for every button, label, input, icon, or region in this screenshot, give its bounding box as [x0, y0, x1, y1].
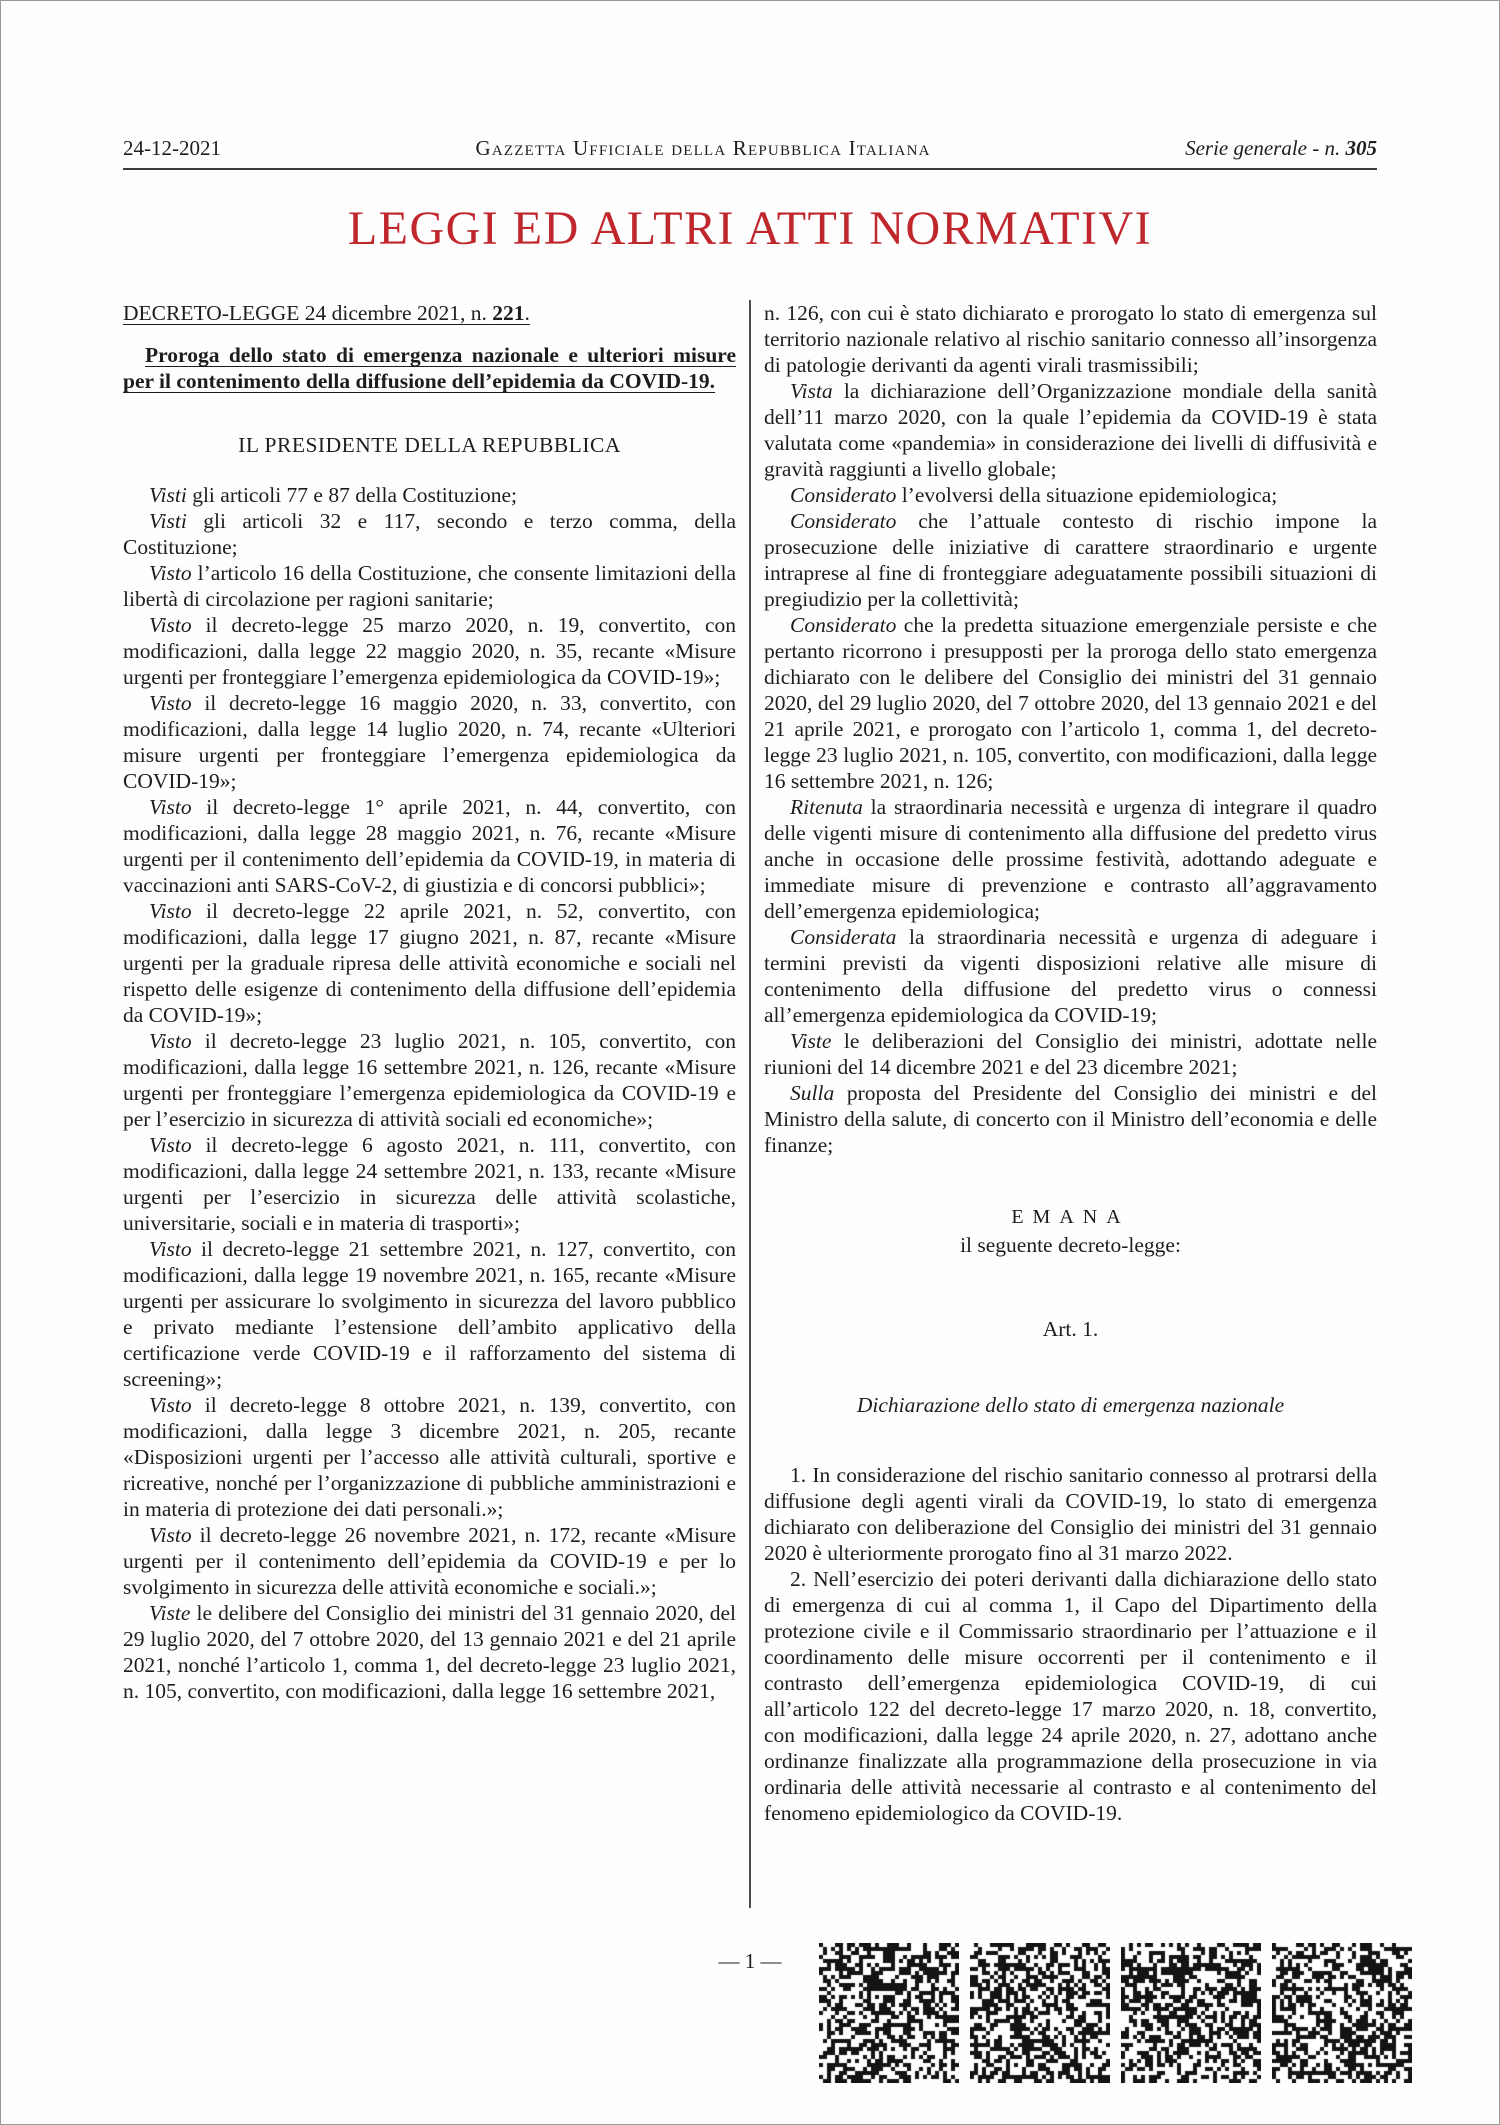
recital-lead: Considerato: [790, 483, 897, 508]
recital-text: il decreto-legge 21 settembre 2021, n. 127, convertito, con modificazioni, dalla legge 19 novembre 2021, n. 165, recante «Misure urgenti per assicurare lo svolgimento in sicurezza del lavoro pubblico e privato mediante l’estensione dell’ambito applicativo della certificazione verde COVID-19 e il rafforzamento del sistema di screening»;: [123, 1237, 736, 1392]
recital-paragraph: [764, 924, 1377, 1028]
recital-lead: Considerato: [790, 509, 897, 534]
recital-paragraph: [764, 508, 1377, 612]
recital-paragraph: [123, 690, 736, 794]
recital-text: gli articoli 32 e 117, secondo e terzo comma, della Costituzione;: [123, 509, 736, 560]
recital-lead: Viste: [790, 1029, 832, 1054]
page-number: — 1 —: [718, 1949, 782, 1973]
recital-paragraph: [764, 794, 1377, 924]
recital-paragraph: [764, 300, 1377, 378]
recital-lead: Visto: [149, 691, 192, 716]
recital-text: l’articolo 16 della Costituzione, che consente limitazioni della libertà di circolazione per ragioni sanitarie;: [123, 561, 736, 612]
recital-text: il decreto-legge 16 maggio 2020, n. 33, convertito, con modificazioni, dalla legge 14 luglio 2020, n. 74, recante «Ulteriori misure urgenti per fronteggiare l’emergenza epidemiologica da COVID-19»;: [123, 691, 736, 794]
recital-paragraph: [123, 1392, 736, 1522]
recital-paragraph: [123, 1522, 736, 1600]
recital-lead: Sulla: [790, 1081, 835, 1106]
recital-lead: Ritenuta: [790, 795, 863, 820]
recital-text: il decreto-legge 1° aprile 2021, n. 44, convertito, con modificazioni, dalla legge 28 maggio 2021, n. 76, recante «Misure urgenti per il contenimento dell’epidemia da COVID-19, in materia di vaccinazioni anti SARS-CoV-2, di giustizia e di concorsi pubblici»;: [123, 795, 736, 898]
recital-lead: Visto: [149, 1237, 192, 1262]
recital-text: che la predetta situazione emergenziale persiste e che pertanto ricorrono i presupposti per la proroga dello stato emergenza dichiarato con le delibere del Consiglio dei ministri del 31 gennaio 2020, del 29 luglio 2020, del 7 ottobre 2020, del 13 gennaio 2021 e del 21 aprile 2021, e prorogato con l’articolo 1, comma 1, del decreto-legge 23 luglio 2021, n. 105, convertito, con modificazioni, dalla legge 16 settembre 2021, n. 126;: [764, 613, 1377, 794]
issue-date: 24-12-2021: [123, 136, 221, 160]
recital-paragraph: [123, 612, 736, 690]
recital-lead: Visti: [149, 509, 187, 534]
recital-text: la straordinaria necessità e urgenza di adeguare i termini previsti da vigenti disposizioni relative alle misure di contenimento della diffusione del predetto virus o connessi all’emergenza epidemiologica da COVID-19;: [764, 925, 1377, 1028]
section-title: LEGGI ED ALTRI ATTI NORMATIVI: [347, 202, 1153, 255]
recital-lead: Vista: [790, 379, 833, 404]
recital-lead: Visto: [149, 1133, 192, 1158]
barcode: [819, 1943, 1412, 2083]
recital-text: il decreto-legge 23 luglio 2021, n. 105, convertito, con modificazioni, dalla legge 16 settembre 2021, n. 126, recante «Misure urgenti per fronteggiare l’emergenza epidemiologica da COVID-19 e per l’esercizio in sicurezza di attività sociali ed economiche»;: [123, 1029, 736, 1132]
recital-paragraph: [764, 612, 1377, 794]
barcode-segment: [1121, 1943, 1261, 2083]
recital-text: la dichiarazione dell’Organizzazione mondiale della sanità dell’11 marzo 2020, con la quale l’epidemia da COVID-19 è stata valutata come «pandemia» in considerazione dei livelli di diffusività e gravità raggiunti a livello globale;: [764, 379, 1377, 482]
column-divider: [749, 300, 751, 1908]
recital-text: gli articoli 77 e 87 della Costituzione;: [186, 483, 518, 508]
recital-paragraph: [123, 1236, 736, 1392]
recital-text: n. 126, con cui è stato dichiarato e prorogato lo stato di emergenza sul territorio nazionale relativo al rischio sanitario connesso all’insorgenza di patologie derivanti da agenti virali trasmissibili;: [764, 301, 1377, 378]
decree-heading-text: DECRETO-LEGGE 24 dicembre 2021, n.: [123, 301, 493, 326]
recital-text: il decreto-legge 26 novembre 2021, n. 172, recante «Misure urgenti per il contenimento dell’epidemia da COVID-19 e per lo svolgimento in sicurezza delle attività economiche e sociali.»;: [123, 1523, 736, 1600]
recital-paragraph: [123, 560, 736, 612]
recital-lead: Visto: [149, 1393, 192, 1418]
enacting-word: EMANA: [1011, 1206, 1130, 1229]
recital-lead: Visto: [149, 1523, 192, 1548]
recital-paragraph: [764, 1028, 1377, 1080]
recital-lead: Visto: [149, 561, 192, 586]
recital-text: la straordinaria necessità e urgenza di integrare il quadro delle vigenti misure di contenimento alla diffusione del predetto virus anche in occasione delle prossime festività, adottando adeguate e immediate misure di prevenzione e contrasto all’aggravamento dell’emergenza epidemiologica;: [764, 795, 1377, 924]
recital-lead: Viste: [149, 1601, 191, 1626]
text-columns: [123, 300, 1377, 1908]
recital-paragraph: [123, 1028, 736, 1132]
article-paragraph: 1. In considerazione del rischio sanitario connesso al protrarsi della diffusione degli agenti virali da COVID-19, lo stato di emergenza dichiarato con deliberazione del Consiglio dei ministri del 31 gennaio 2020 è ulteriormente prorogato fino al 31 marzo 2022.: [764, 1463, 1377, 1566]
recital-paragraph: [123, 1132, 736, 1236]
series-label: [1185, 135, 1377, 161]
recital-lead: Visto: [149, 899, 192, 924]
recital-text: il decreto-legge 8 ottobre 2021, n. 139, convertito, con modificazioni, dalla legge 3 dicembre 2021, n. 205, recante «Disposizioni urgenti per l’accesso alle attività culturali, sportive e ricreative, nonché per l’organizzazione di pubbliche amministrazioni e in materia di protezione dei dati personali.»;: [123, 1393, 736, 1522]
barcode-segment: [819, 1943, 959, 2083]
recital-lead: Considerato: [790, 613, 897, 638]
article-number: Art. 1.: [1042, 1317, 1099, 1342]
right-column: [764, 300, 1377, 1908]
president-line: IL PRESIDENTE DELLA REPUBBLICA: [238, 433, 621, 458]
barcode-segment: [970, 1943, 1110, 2083]
recital-paragraph: [123, 898, 736, 1028]
recital-text: le deliberazioni del Consiglio dei ministri, adottate nelle riunioni del 14 dicembre 2021 e del 23 dicembre 2021;: [764, 1029, 1377, 1080]
barcode-segment: [1272, 1943, 1412, 2083]
left-column: [123, 300, 736, 1908]
series-prefix: Serie generale - n.: [1185, 136, 1346, 160]
article-title: Dichiarazione dello stato di emergenza nazionale: [856, 1393, 1285, 1418]
recital-paragraph: [123, 1600, 736, 1704]
recital-paragraph: [764, 378, 1377, 482]
head-rule: [123, 168, 1377, 170]
running-head: [123, 135, 1377, 161]
series-number: 305: [1345, 136, 1377, 160]
decree-heading: [123, 300, 736, 326]
recital-lead: Visti: [149, 483, 187, 508]
decree-number: 221: [492, 301, 525, 326]
recital-paragraph: [764, 1080, 1377, 1158]
recital-text: il decreto-legge 6 agosto 2021, n. 111, convertito, con modificazioni, dalla legge 24 settembre 2021, n. 133, recante «Misure urgenti per l’esercizio in sicurezza delle attività scolastiche, universitarie, sociali e in materia di trasporti»;: [123, 1133, 736, 1236]
recital-lead: Visto: [149, 1029, 192, 1054]
page-content: [1, 1, 1499, 1908]
recital-lead: Visto: [149, 613, 192, 638]
article-paragraph: 2. Nell’esercizio dei poteri derivanti dalla dichiarazione dello stato di emergenza di cui al comma 1, il Capo del Dipartimento della protezione civile e il Commissario straordinario per l’attuazione e il coordinamento delle misure occorrenti per il contenimento e il contrasto dell’emergenza epidemiologica COVID-19, di cui all’articolo 122 del decreto-legge 17 marzo 2020, n. 18, convertito, con modificazioni, dalla legge 24 aprile 2020, n. 27, adottano anche ordinanze finalizzate alla programmazione della prosecuzione in via ordinaria delle attività necessarie al contrasto e al contenimento del fenomeno epidemiologico da COVID-19.: [764, 1567, 1377, 1826]
decree-subtitle: Proroga dello stato di emergenza nazionale e ulteriori misure per il contenimento della diffusione dell’epidemia da COVID-19.: [123, 343, 736, 394]
recital-text: il decreto-legge 25 marzo 2020, n. 19, convertito, con modificazioni, dalla legge 22 maggio 2020, n. 35, recante «Misure urgenti per fronteggiare l’emergenza epidemiologica da COVID-19»;: [123, 613, 736, 690]
recital-paragraph: [764, 482, 1377, 508]
recital-paragraph: [123, 508, 736, 560]
recital-lead: Considerata: [790, 925, 897, 950]
recital-text: che l’attuale contesto di rischio impone la prosecuzione delle iniziative di carattere straordinario e urgente intraprese al fine di fronteggiare adeguatamente possibili situazioni di pregiudizio per la collettività;: [764, 509, 1377, 612]
recital-text: le delibere del Consiglio dei ministri del 31 gennaio 2020, del 29 luglio 2020, del 7 ottobre 2020, del 13 gennaio 2021 e del 21 aprile 2021, nonché l’articolo 1, comma 1, del decreto-legge 23 luglio 2021, n. 105, convertito, con modificazioni, dalla legge 16 settembre 2021,: [123, 1601, 736, 1704]
recital-lead: Visto: [149, 795, 192, 820]
recital-paragraph: [123, 482, 736, 508]
recital-paragraph: [123, 794, 736, 898]
recital-text: l’evolversi della situazione epidemiologica;: [896, 483, 1278, 508]
enacting-formula: il seguente decreto-legge:: [960, 1233, 1181, 1258]
journal-title: Gazzetta Ufficiale della Repubblica Italiana: [475, 136, 931, 160]
recital-text: proposta del Presidente del Consiglio dei ministri e del Ministro della salute, di concerto con il Ministro dell’economia e delle finanze;: [764, 1081, 1377, 1158]
decree-heading-period: .: [524, 301, 530, 326]
recital-text: il decreto-legge 22 aprile 2021, n. 52, convertito, con modificazioni, dalla legge 17 giugno 2021, n. 87, recante «Misure urgenti per la graduale ripresa delle attività economiche e sociali nel rispetto delle esigenze di contenimento della diffusione dell’epidemia da COVID-19»;: [123, 899, 736, 1028]
